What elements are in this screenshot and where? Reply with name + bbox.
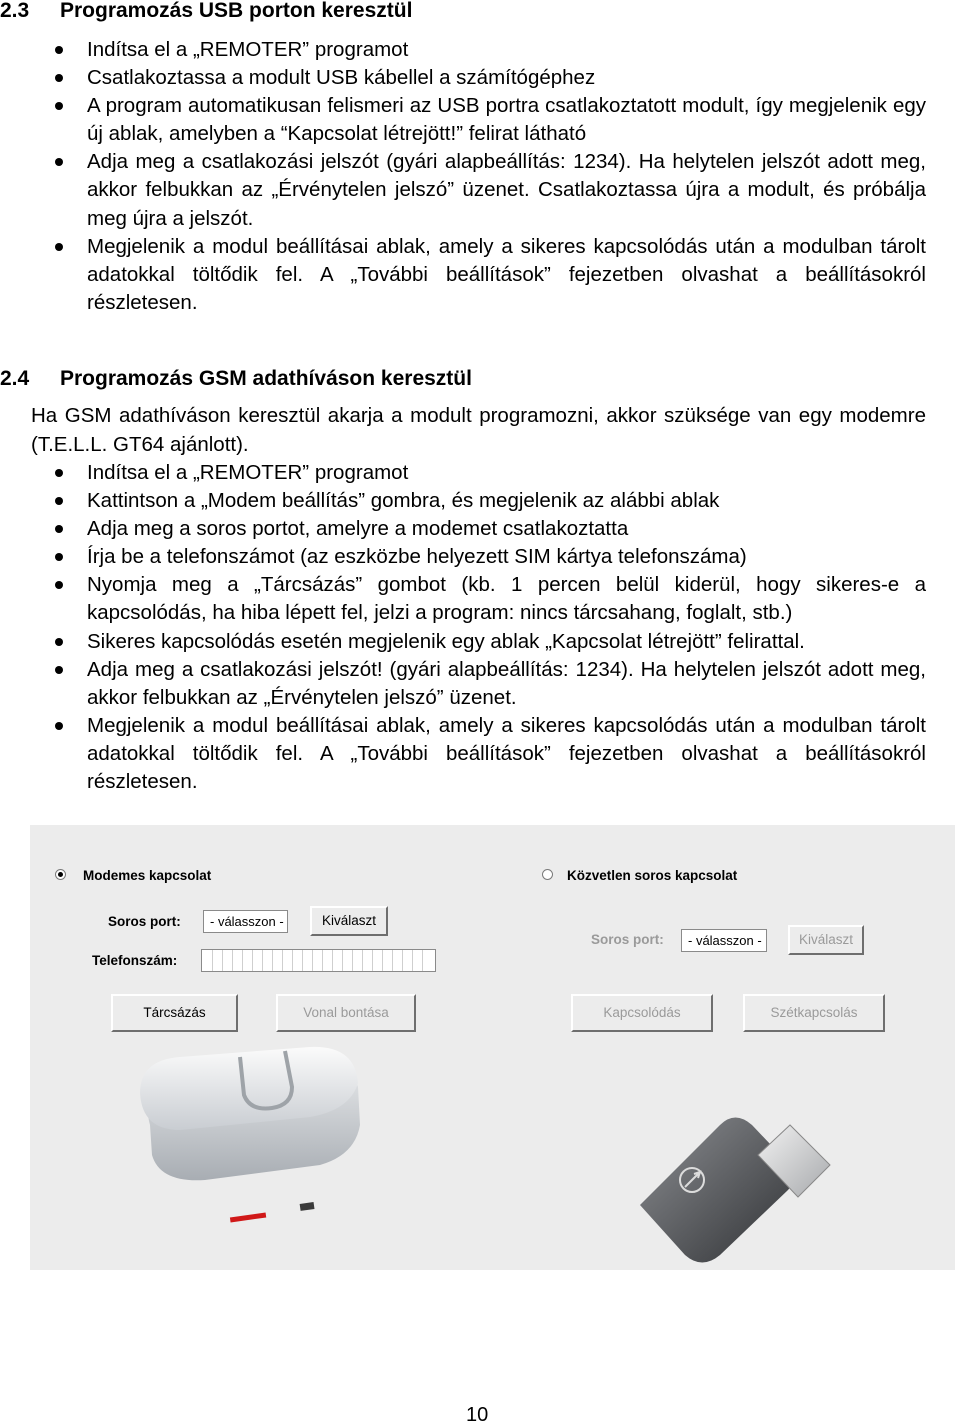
- modem-select-port-button[interactable]: Kiválaszt: [310, 906, 388, 936]
- list-item: Indítsa el a „REMOTER” programot: [52, 459, 926, 487]
- list-item: Nyomja meg a „Tárcsázás” gombot (kb. 1 percen belül kiderül, hogy sikeres-e a kapcsolódás, ha hiba lépett fel, jelzi a program: nincs tárcsahang, foglalt, stb.): [52, 571, 926, 627]
- connect-button[interactable]: Kapcsolódás: [571, 994, 713, 1032]
- direct-select-port-button[interactable]: Kiválaszt: [788, 925, 864, 955]
- list-item: Adja meg a csatlakozási jelszót (gyári alapbeállítás: 1234). Ha helytelen jelszót adott meg, akkor felbukkan az „Érvénytelen jelszó” üzenet. Csatlakoztassa újra a modult, és próbálja meg újra a jelszót.: [52, 148, 926, 232]
- section-number: 2.3: [0, 0, 30, 22]
- disconnect-button[interactable]: Szétkapcsolás: [743, 994, 885, 1032]
- hang-up-button[interactable]: Vonal bontása: [276, 994, 416, 1032]
- section-heading-2-3: [0, 0, 412, 23]
- phone-number-label: Telefonszám:: [92, 953, 178, 968]
- page-number: 10: [466, 1404, 489, 1426]
- direct-port-label: Soros port:: [591, 932, 664, 947]
- list-item: A program automatikusan felismeri az USB portra csatlakoztatott modult, így megjelenik egy új ablak, amelyben a “Kapcsolat létrejött!” felirat látható: [52, 92, 926, 148]
- section-number: 2.4: [0, 367, 30, 390]
- gsm-steps-list: [52, 459, 926, 796]
- usb-stick-illustration: [640, 1118, 830, 1263]
- section-heading-2-4: [0, 367, 472, 391]
- modem-port-select[interactable]: - válasszon -: [203, 910, 288, 933]
- section-title: Programozás USB porton keresztül: [60, 0, 413, 22]
- list-item: Kattintson a „Modem beállítás” gombra, és megjelenik az alábbi ablak: [52, 487, 926, 515]
- modem-connection-label: Modemes kapcsolat: [83, 868, 212, 883]
- list-item: Sikeres kapcsolódás esetén megjelenik egy ablak „Kapcsolat létrejött” felirattal.: [52, 628, 926, 656]
- modem-port-label: Soros port:: [108, 914, 181, 929]
- dial-button[interactable]: Tárcsázás: [111, 994, 238, 1032]
- list-item: Csatlakoztassa a modult USB kábellel a számítógéphez: [52, 64, 926, 92]
- device-illustration: [30, 825, 955, 1270]
- direct-port-select[interactable]: - válasszon -: [681, 929, 767, 952]
- direct-connection-label: Közvetlen soros kapcsolat: [567, 868, 738, 883]
- section-intro: Ha GSM adathíváson keresztül akarja a modult programozni, akkor szüksége van egy modemre (T.E.L.L. GT64 ajánlott).: [31, 404, 926, 456]
- list-item: Megjelenik a modul beállításai ablak, amely a sikeres kapcsolódás után a modulban tárolt adatokkal töltődik fel. A „További beállítások” fejezetben olvashat a beállításokról részletesen.: [52, 233, 926, 317]
- usb-steps-list: [52, 36, 926, 317]
- list-item: Adja meg a soros portot, amelyre a modemet csatlakoztatta: [52, 515, 926, 543]
- gsm-module-illustration: [140, 1047, 360, 1223]
- list-item: Indítsa el a „REMOTER” programot: [52, 36, 926, 64]
- connection-settings-screenshot: [30, 825, 955, 1270]
- list-item: Megjelenik a modul beállításai ablak, amely a sikeres kapcsolódás után a modulban tárolt adatokkal töltődik fel. A „További beállítások” fejezetben olvashat a beállításokról részletesen.: [52, 712, 926, 796]
- list-item: Írja be a telefonszámot (az eszközbe helyezett SIM kártya telefonszáma): [52, 543, 926, 571]
- list-item: Adja meg a csatlakozási jelszót! (gyári alapbeállítás: 1234). Ha helytelen jelszót adott meg, akkor felbukkan az „Érvénytelen jelszó” üzenet.: [52, 656, 926, 712]
- section-title: Programozás GSM adathíváson keresztül: [60, 367, 472, 390]
